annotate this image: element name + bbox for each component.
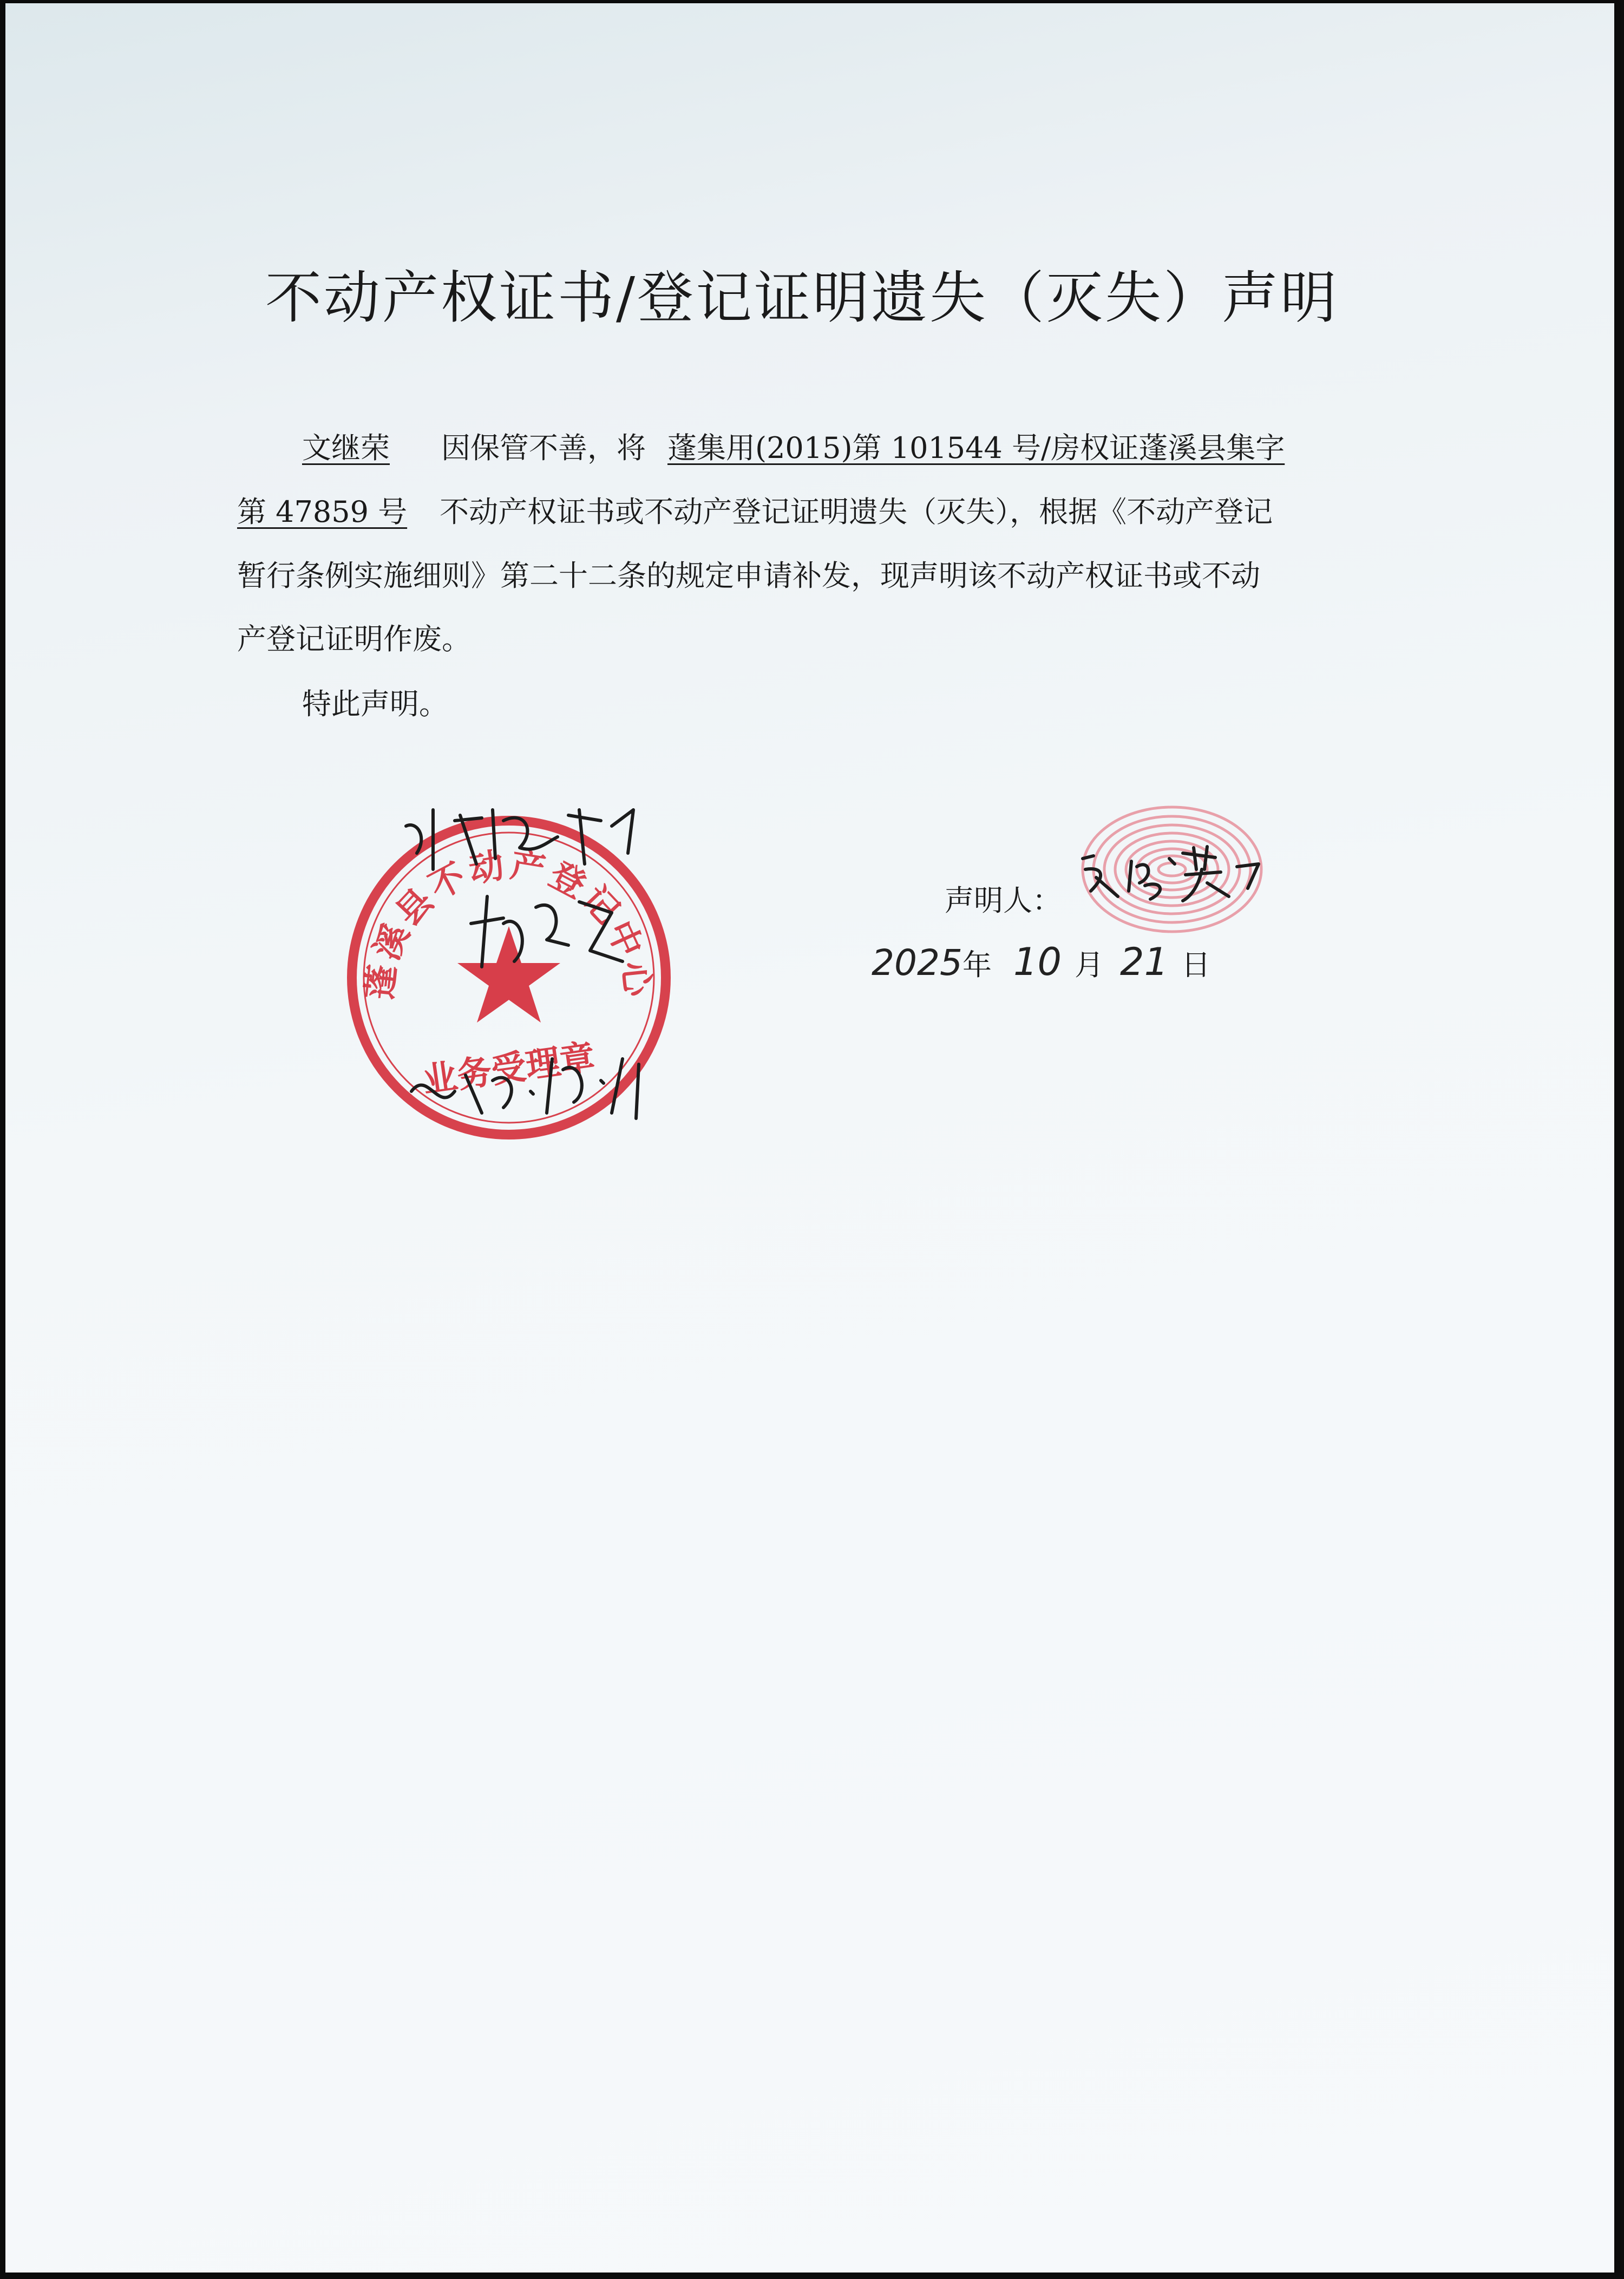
date-month: 10 — [1013, 940, 1062, 984]
date-month-unit: 月 — [1075, 948, 1104, 982]
body-text-1: 因保管不善，将 — [441, 431, 646, 465]
date-day: 21 — [1120, 940, 1169, 984]
page-title: 不动产权证书/登记证明遗失（灭失）声明 — [265, 265, 1339, 331]
body-text-2: 不动产权证书或不动产登记证明遗失（灭失），根据《不动产登记 — [440, 495, 1273, 529]
body-line-1 — [237, 431, 1285, 465]
date-day-unit: 日 — [1181, 948, 1211, 982]
owner-name: 文继荣 — [302, 431, 390, 465]
certificate-number-field-2 — [237, 495, 440, 529]
date-year-unit: 年 — [962, 948, 992, 982]
declaration-date — [872, 940, 1210, 984]
closing-statement: 特此声明。 — [302, 687, 448, 721]
certificate-number-field-1 — [646, 431, 1285, 465]
certificate-number-part2: 第 47859 号 — [237, 495, 408, 529]
owner-name-field — [237, 431, 441, 465]
document-page — [5, 3, 1614, 2273]
body-line-3: 暂行条例实施细则》第二十二条的规定申请补发，现声明该不动产权证书或不动 — [237, 559, 1260, 593]
declarant-label: 声明人： — [945, 883, 1062, 918]
body-line-2 — [237, 497, 1273, 527]
body-line-4: 产登记证明作废。 — [237, 622, 471, 656]
official-handwriting — [395, 788, 698, 1135]
declarant-signature — [1075, 837, 1269, 913]
svg-text:业务受理章: 业务受理章 — [420, 1037, 598, 1101]
certificate-number-part1: 蓬集用(2015)第 101544 号/房权证蓬溪县集字 — [667, 431, 1285, 465]
svg-text:蓬溪县不动产登记中心: 蓬溪县不动产登记中心 — [359, 844, 658, 1001]
date-year: 2025 — [872, 942, 962, 984]
